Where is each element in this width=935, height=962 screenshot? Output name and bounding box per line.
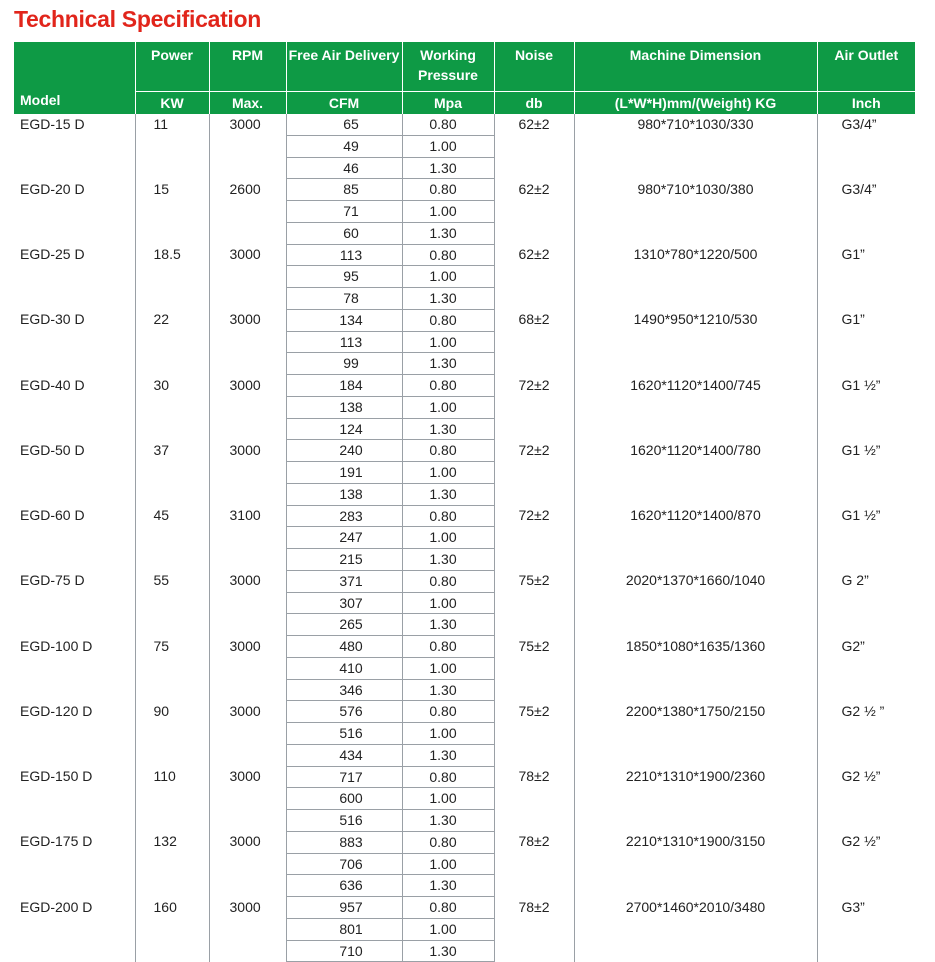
pressure-cell: 0.80 [402, 114, 494, 135]
model-cell: EGD-15 D [14, 114, 135, 179]
power-cell: 30 [135, 375, 209, 440]
pressure-cell: 1.00 [402, 592, 494, 614]
cfm-cell: 240 [286, 440, 402, 462]
pressure-cell: 0.80 [402, 244, 494, 266]
cfm-cell: 60 [286, 222, 402, 244]
outlet-cell: G1 ½” [841, 441, 881, 458]
model-cell: EGD-60 D [14, 505, 135, 570]
cfm-cell: 215 [286, 549, 402, 571]
noise-cell: 68±2 [494, 309, 574, 374]
rpm-cell: 3000 [209, 114, 286, 179]
unit-machine-dimension: (L*W*H)mm/(Weight) KG [574, 92, 817, 115]
spec-table [14, 42, 915, 962]
cfm-cell: 434 [286, 744, 402, 766]
cfm-cell: 113 [286, 331, 402, 353]
pressure-cell: 0.80 [402, 636, 494, 658]
pressure-cell: 1.00 [402, 462, 494, 484]
noise-cell: 75±2 [494, 701, 574, 766]
pressure-cell: 1.30 [402, 157, 494, 179]
table-row [14, 375, 915, 397]
pressure-cell: 0.80 [402, 505, 494, 527]
model-cell: EGD-120 D [14, 701, 135, 766]
pressure-cell: 1.00 [402, 723, 494, 745]
unit-free-air-delivery: CFM [286, 92, 402, 115]
unit-working-pressure: Mpa [402, 92, 494, 115]
cfm-cell: 516 [286, 810, 402, 832]
cfm-cell: 95 [286, 266, 402, 288]
outlet-cell: G1” [841, 246, 865, 262]
model-cell: EGD-25 D [14, 244, 135, 309]
header-noise: Noise [494, 42, 574, 92]
table-row [14, 505, 915, 527]
pressure-cell: 1.30 [402, 418, 494, 440]
page-title: Technical Specification [14, 6, 262, 32]
cfm-cell: 265 [286, 614, 402, 636]
model-cell: EGD-30 D [14, 309, 135, 374]
pressure-cell: 1.30 [402, 549, 494, 571]
pressure-cell: 1.00 [402, 853, 494, 875]
cfm-cell: 410 [286, 657, 402, 679]
model-cell: EGD-150 D [14, 766, 135, 831]
cfm-cell: 576 [286, 701, 402, 723]
power-cell: 132 [135, 831, 209, 896]
pressure-cell: 1.00 [402, 918, 494, 940]
power-cell: 37 [135, 440, 209, 505]
header-free-air-delivery: Free Air Delivery [286, 42, 402, 92]
table-row [14, 636, 915, 658]
pressure-cell: 1.00 [402, 331, 494, 353]
pressure-cell: 1.30 [402, 222, 494, 244]
pressure-cell: 0.80 [402, 179, 494, 201]
cfm-cell: 49 [286, 135, 402, 157]
outlet-cell: G 2” [841, 572, 869, 589]
pressure-cell: 1.30 [402, 679, 494, 701]
pressure-cell: 1.00 [402, 657, 494, 679]
pressure-cell: 0.80 [402, 701, 494, 723]
cfm-cell: 85 [286, 179, 402, 201]
table-row [14, 701, 915, 723]
cfm-cell: 307 [286, 592, 402, 614]
pressure-cell: 0.80 [402, 570, 494, 592]
noise-cell: 78±2 [494, 897, 574, 962]
outlet-cell: G3/4” [841, 116, 877, 132]
cfm-cell: 191 [286, 462, 402, 484]
pressure-cell: 0.80 [402, 309, 494, 331]
cfm-cell: 134 [286, 309, 402, 331]
power-cell: 110 [135, 766, 209, 831]
pressure-cell: 0.80 [402, 440, 494, 462]
dimension-cell: 1850*1080*1635/1360 [574, 636, 817, 701]
noise-cell: 62±2 [494, 244, 574, 309]
noise-cell: 62±2 [494, 114, 574, 179]
cfm-cell: 184 [286, 375, 402, 397]
table-row [14, 309, 915, 331]
model-cell: EGD-40 D [14, 375, 135, 440]
power-cell: 22 [135, 309, 209, 374]
cfm-cell: 801 [286, 918, 402, 940]
power-cell: 11 [135, 114, 209, 179]
pressure-cell: 1.30 [402, 614, 494, 636]
unit-power: KW [135, 92, 209, 115]
table-header [14, 42, 915, 114]
unit-noise: db [494, 92, 574, 115]
outlet-cell: G1 ½” [841, 376, 881, 393]
model-cell: EGD-200 D [14, 897, 135, 962]
power-cell: 45 [135, 505, 209, 570]
pressure-cell: 0.80 [402, 831, 494, 853]
table-row [14, 897, 915, 919]
dimension-cell: 980*710*1030/330 [574, 114, 817, 179]
pressure-cell: 0.80 [402, 766, 494, 788]
noise-cell: 72±2 [494, 505, 574, 570]
power-cell: 55 [135, 570, 209, 635]
pressure-cell: 0.80 [402, 375, 494, 397]
table-row [14, 244, 915, 266]
rpm-cell: 2600 [209, 179, 286, 244]
dimension-cell: 2020*1370*1660/1040 [574, 570, 817, 635]
pressure-cell: 0.80 [402, 897, 494, 919]
dimension-cell: 1490*950*1210/530 [574, 309, 817, 374]
power-cell: 18.5 [135, 244, 209, 309]
header-working-pressure: Working Pressure [402, 42, 494, 92]
dimension-cell: 2210*1310*1900/2360 [574, 766, 817, 831]
pressure-cell: 1.00 [402, 266, 494, 288]
pressure-cell: 1.00 [402, 788, 494, 810]
outlet-cell: G3/4” [841, 180, 877, 197]
dimension-cell: 2210*1310*1900/3150 [574, 831, 817, 896]
pressure-cell: 1.00 [402, 396, 494, 418]
dimension-cell: 2200*1380*1750/2150 [574, 701, 817, 766]
cfm-cell: 46 [286, 157, 402, 179]
unit-air-outlet: Inch [817, 92, 915, 115]
model-cell: EGD-100 D [14, 636, 135, 701]
cfm-cell: 710 [286, 940, 402, 962]
pressure-cell: 1.00 [402, 135, 494, 157]
outlet-cell: G3” [841, 898, 865, 915]
rpm-cell: 3000 [209, 831, 286, 896]
header-machine-dimension: Machine Dimension [574, 42, 817, 92]
model-cell: EGD-50 D [14, 440, 135, 505]
cfm-cell: 124 [286, 418, 402, 440]
outlet-cell: G2 ½ ” [841, 702, 885, 719]
cfm-cell: 113 [286, 244, 402, 266]
dimension-cell: 1620*1120*1400/870 [574, 505, 817, 570]
cfm-cell: 71 [286, 201, 402, 223]
pressure-cell: 1.30 [402, 288, 494, 310]
model-cell: EGD-20 D [14, 179, 135, 244]
noise-cell: 72±2 [494, 440, 574, 505]
outlet-cell: G1” [841, 311, 865, 328]
pressure-cell: 1.00 [402, 201, 494, 223]
rpm-cell: 3000 [209, 766, 286, 831]
pressure-cell: 1.30 [402, 353, 494, 375]
dimension-cell: 1620*1120*1400/780 [574, 440, 817, 505]
power-cell: 160 [135, 897, 209, 962]
noise-cell: 72±2 [494, 375, 574, 440]
outlet-cell: G2” [841, 637, 865, 654]
rpm-cell: 3000 [209, 309, 286, 374]
rpm-cell: 3100 [209, 505, 286, 570]
cfm-cell: 99 [286, 353, 402, 375]
cfm-cell: 883 [286, 831, 402, 853]
rpm-cell: 3000 [209, 636, 286, 701]
model-cell: EGD-175 D [14, 831, 135, 896]
rpm-cell: 3000 [209, 701, 286, 766]
cfm-cell: 247 [286, 527, 402, 549]
pressure-cell: 1.30 [402, 810, 494, 832]
rpm-cell: 3000 [209, 897, 286, 962]
cfm-cell: 480 [286, 636, 402, 658]
cfm-cell: 957 [286, 897, 402, 919]
table-row [14, 570, 915, 592]
table-row [14, 440, 915, 462]
cfm-cell: 371 [286, 570, 402, 592]
noise-cell: 75±2 [494, 636, 574, 701]
cfm-cell: 706 [286, 853, 402, 875]
outlet-cell: G2 ½” [841, 768, 881, 784]
cfm-cell: 138 [286, 396, 402, 418]
dimension-cell: 1310*780*1220/500 [574, 244, 817, 309]
power-cell: 75 [135, 636, 209, 701]
cfm-cell: 516 [286, 723, 402, 745]
outlet-cell: G1 ½” [841, 507, 881, 523]
outlet-cell: G2 ½” [841, 833, 881, 850]
cfm-cell: 346 [286, 679, 402, 701]
table-row [14, 831, 915, 853]
noise-cell: 75±2 [494, 570, 574, 635]
cfm-cell: 600 [286, 788, 402, 810]
table-row [14, 179, 915, 201]
table-row [14, 114, 915, 135]
pressure-cell: 1.00 [402, 527, 494, 549]
rpm-cell: 3000 [209, 570, 286, 635]
header-air-outlet: Air Outlet [817, 42, 915, 92]
noise-cell: 78±2 [494, 831, 574, 896]
power-cell: 90 [135, 701, 209, 766]
cfm-cell: 78 [286, 288, 402, 310]
table-body [14, 114, 915, 962]
noise-cell: 78±2 [494, 766, 574, 831]
model-cell: EGD-75 D [14, 570, 135, 635]
cfm-cell: 636 [286, 875, 402, 897]
pressure-cell: 1.30 [402, 875, 494, 897]
rpm-cell: 3000 [209, 375, 286, 440]
rpm-cell: 3000 [209, 244, 286, 309]
header-rpm: RPM [209, 42, 286, 92]
cfm-cell: 717 [286, 766, 402, 788]
unit-rpm: Max. [209, 92, 286, 115]
cfm-cell: 138 [286, 483, 402, 505]
cfm-cell: 65 [286, 114, 402, 135]
dimension-cell: 2700*1460*2010/3480 [574, 897, 817, 962]
header-power: Power [135, 42, 209, 92]
pressure-cell: 1.30 [402, 940, 494, 962]
pressure-cell: 1.30 [402, 744, 494, 766]
dimension-cell: 1620*1120*1400/745 [574, 375, 817, 440]
noise-cell: 62±2 [494, 179, 574, 244]
pressure-cell: 1.30 [402, 483, 494, 505]
power-cell: 15 [135, 179, 209, 244]
rpm-cell: 3000 [209, 440, 286, 505]
table-row [14, 766, 915, 788]
cfm-cell: 283 [286, 505, 402, 527]
header-model: Model [14, 42, 135, 114]
dimension-cell: 980*710*1030/380 [574, 179, 817, 244]
